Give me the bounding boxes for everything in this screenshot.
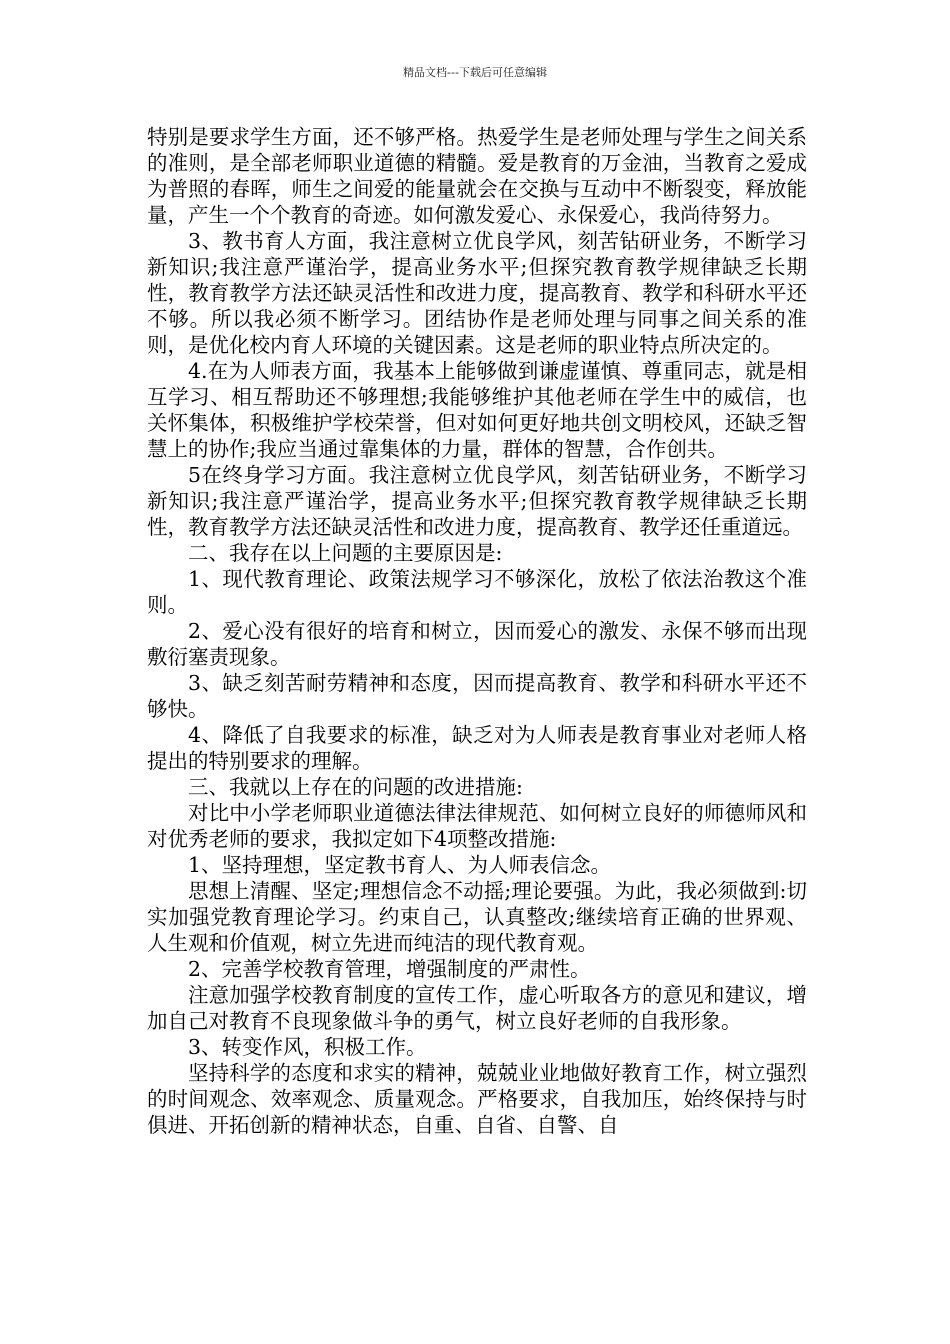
paragraph-1: 特别是要求学生方面，还不够严格。热爱学生是老师处理与学生之间关系的准则，是全部老师职业道德的精髓。爱是教育的万金油，当教育之爱成为普照的春晖，师生之间爱的能量就会在交换与互动中不断裂变，释放能量，产生一个个教育的奇迹。如何激发爱心、永保爱心，我尚待努力。 (147, 125, 807, 227)
paragraph-4: 5在终身学习方面。我注意树立优良学风，刻苦钻研业务，不断学习新知识;我注意严谨治学，提高业务水平;但探究教育教学规律缺乏长期性，教育教学方法还缺灵活性和改进力度，提高教育、教学还任重道远。 (147, 463, 807, 539)
paragraph-16: 3、转变作风，积极工作。 (188, 1035, 427, 1059)
paragraph-15: 注意加强学校教育制度的宣传工作，虚心听取各方的意见和建议，增加自己对教育不良现象做斗争的勇气，树立良好老师的自我形象。 (147, 983, 807, 1033)
paragraph-7: 2、爱心没有很好的培育和树立，因而爱心的激发、永保不够而出现敷衍塞责现象。 (147, 619, 807, 669)
document-body (147, 124, 807, 1138)
paragraph-13: 思想上清醒、坚定;理想信念不动摇;理论要强。为此，我必须做到:切实加强党教育理论学习。约束自己，认真整改;继续培育正确的世界观、人生观和价值观，树立先进而纯洁的现代教育观。 (147, 879, 807, 955)
paragraph-10: 三、我就以上存在的问题的改进措施: (188, 775, 523, 799)
paragraph-6: 1、现代教育理论、政策法规学习不够深化，放松了依法治教这个准则。 (147, 567, 807, 617)
paragraph-14: 2、完善学校教育管理，增强制度的严肃性。 (188, 957, 591, 981)
paragraph-9: 4、降低了自我要求的标准，缺乏对为人师表是教育事业对老师人格提出的特别要求的理解。 (147, 723, 807, 773)
paragraph-12: 1、坚持理想，坚定教书育人、为人师表信念。 (188, 853, 612, 877)
paragraph-5: 二、我存在以上问题的主要原因是: (188, 541, 503, 565)
paragraph-11: 对比中小学老师职业道德法律法律规范、如何树立良好的师德师风和对优秀老师的要求，我拟定如下4项整改措施: (147, 801, 807, 851)
paragraph-3: 4.在为人师表方面，我基本上能够做到谦虚谨慎、尊重同志，就是相互学习、相互帮助还不够理想;我能够维护其他老师在学生中的威信，也关怀集体，积极维护学校荣誉，但对如何更好地共创文明校风，还缺乏智慧上的协作;我应当通过靠集体的力量，群体的智慧，合作创共。 (147, 359, 807, 461)
paragraph-2: 3、教书育人方面，我注意树立优良学风，刻苦钻研业务，不断学习新知识;我注意严谨治学，提高业务水平;但探究教育教学规律缺乏长期性，教育教学方法还缺灵活性和改进力度，提高教育、教学和科研水平还不够。所以我必须不断学习。团结协作是老师处理与同事之间关系的准则，是优化校内育人环境的关键因素。这是老师的职业特点所决定的。 (147, 229, 807, 357)
paragraph-17: 坚持科学的态度和求实的精神，兢兢业业地做好教育工作，树立强烈的时间观念、效率观念、质量观念。严格要求，自我加压，始终保持与时俱进、开拓创新的精神状态，自重、自省、自警、自 (147, 1061, 807, 1137)
paragraph-8: 3、缺乏刻苦耐劳精神和态度，因而提高教育、教学和科研水平还不够快。 (147, 671, 807, 721)
page-header: 精品文档---下载后可任意编辑 (403, 66, 547, 79)
